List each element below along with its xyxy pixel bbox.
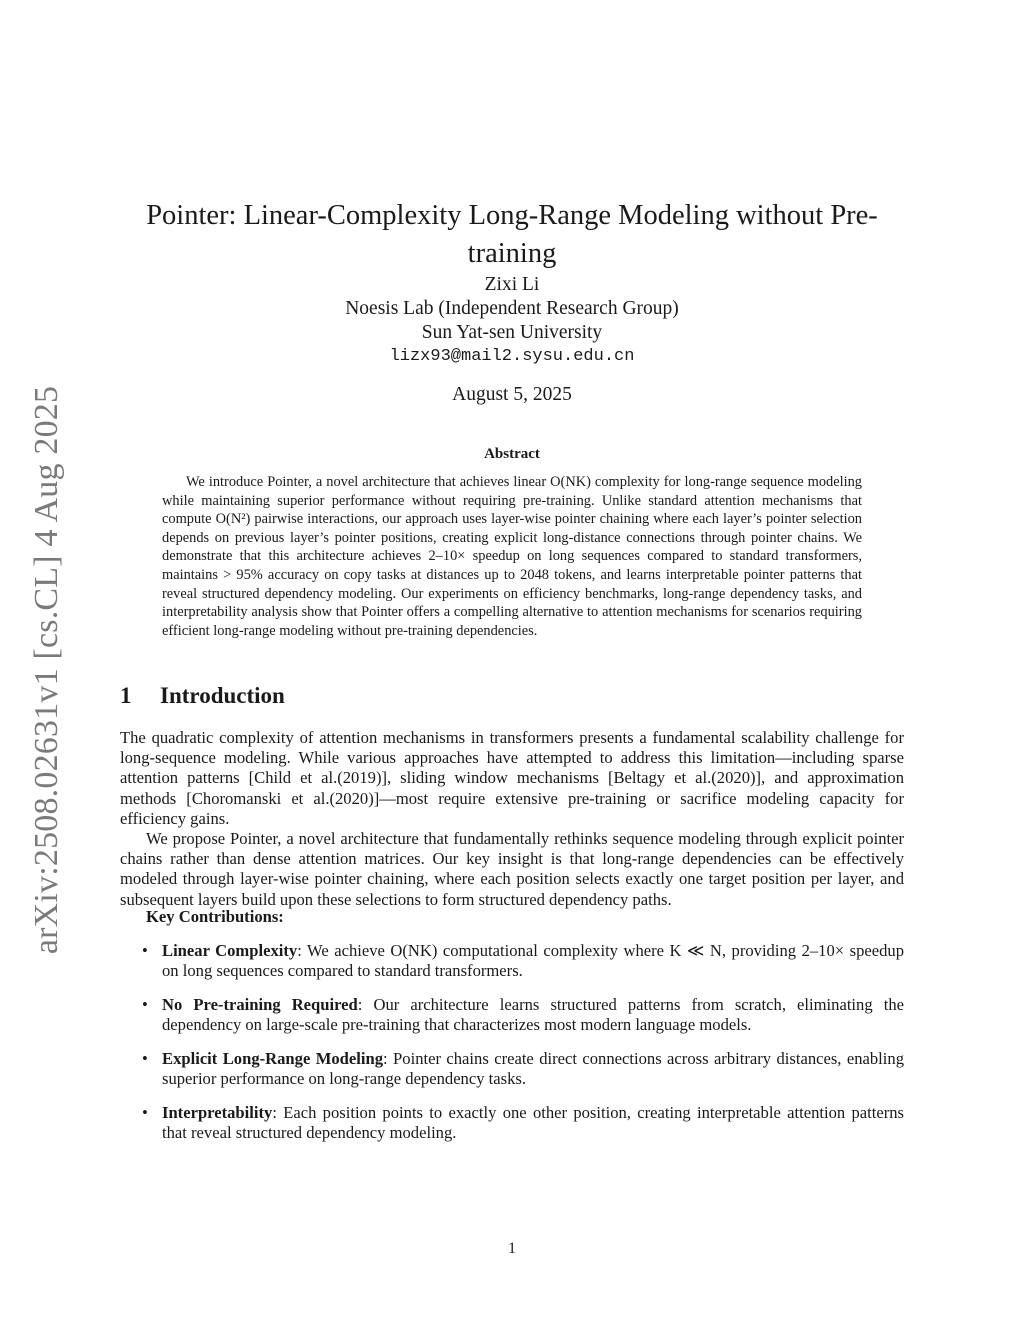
- arxiv-identifier-stamp: [22, 380, 72, 960]
- bullet-icon: •: [142, 941, 148, 960]
- author-affiliation-university: Sun Yat-sen University: [421, 322, 603, 343]
- bullet-icon: •: [142, 994, 148, 1014]
- abstract-text: We introduce Pointer, a novel architecture that achieves linear O(NK) complexity for long-range sequence modeling while maintaining superior performance without requiring pre-training. Unlike standard attention mechanisms that compute O(N²) pairwise interactions, our approach uses layer-wise pointer chaining where each layer’s pointer selection depends on previous layer’s pointer positions, creating explicit long-distance connections through pointer chains. We demonstrate that this architecture achieves 2–10× speedup on long sequences compared to standard transformers, maintains > 95% accuracy on copy tasks at distances up to 2048 tokens, and learns interpretable pointer patterns that reveal structured dependency modeling. Our experiments on efficiency benchmarks, long-range dependency tasks, and interpretability analysis show that Pointer offers a compelling alternative to attention mechanisms for scenarios requiring efficient long-range modeling without pre-training dependencies.: [162, 474, 862, 639]
- intro-paragraph-2: We propose Pointer, a novel architecture that fundamentally rethinks sequence modeling through explicit pointer chains rather than dense attention matrices. Our key insight is that long-range dependencies can be effectively modeled through layer-wise pointer chaining, where each position selects exactly one target position per layer, and subsequent layers build upon these selections to form structured dependency paths.: [120, 829, 904, 909]
- contribution-text: : We achieve O(NK) computational complexity where K ≪ N, providing 2–10× speedup on long sequences compared to standard transformers.: [162, 941, 904, 981]
- contribution-text: : Each position points to exactly one other position, creating interpretable attention patterns that reveal structured dependency modeling.: [162, 1102, 904, 1142]
- contribution-lead: Linear Complexity: [162, 941, 298, 960]
- contribution-lead: Explicit Long-Range Modeling: [162, 1048, 384, 1068]
- paper-date: August 5, 2025: [452, 384, 572, 405]
- contribution-lead: Interpretability: [162, 1102, 273, 1122]
- abstract-heading: Abstract: [484, 446, 540, 462]
- section-number: 1: [120, 683, 132, 708]
- list-item: [120, 941, 904, 981]
- contribution-text: : Our architecture learns structured patterns from scratch, eliminating the dependency on large-scale pre-training that characterizes most modern language models.: [162, 994, 904, 1035]
- page-number: 1: [508, 1240, 516, 1257]
- section-heading: [120, 683, 285, 709]
- paper-title: Pointer: Linear-Complexity Long-Range Modeling without Pre-training: [146, 200, 878, 270]
- author-name: Zixi Li: [484, 274, 540, 295]
- list-item: [120, 1103, 904, 1143]
- section-title: Introduction: [160, 683, 285, 708]
- list-item: [120, 995, 904, 1035]
- author-block: [120, 273, 904, 369]
- bullet-icon: •: [142, 1102, 148, 1122]
- contribution-lead: No Pre-training Required: [162, 994, 358, 1014]
- contributions-list: [120, 941, 904, 1157]
- author-email: lizx93@mail2.sysu.edu.cn: [389, 347, 635, 366]
- contribution-text: : Pointer chains create direct connections across arbitrary distances, enabling superior performance on long-range dependency tasks.: [162, 1048, 904, 1089]
- bullet-icon: •: [142, 1048, 148, 1068]
- arxiv-stamp-text: arXiv:2508.02631v1 [cs.CL] 4 Aug 2025: [28, 385, 66, 955]
- list-item: [120, 1049, 904, 1089]
- author-affiliation-lab: Noesis Lab (Independent Research Group): [345, 298, 679, 319]
- key-contributions-heading: Key Contributions:: [146, 907, 284, 926]
- intro-paragraph-1: The quadratic complexity of attention mechanisms in transformers presents a fundamental scalability challenge for long-sequence modeling. While various approaches have attempted to address this limitation—including sparse attention patterns [Child et al.(2019)], sliding window mechanisms [Beltagy et al.(2020)], and approximation methods [Choromanski et al.(2020)]—most require extensive pre-training or sacrifice modeling capacity for efficiency gains.: [120, 728, 904, 828]
